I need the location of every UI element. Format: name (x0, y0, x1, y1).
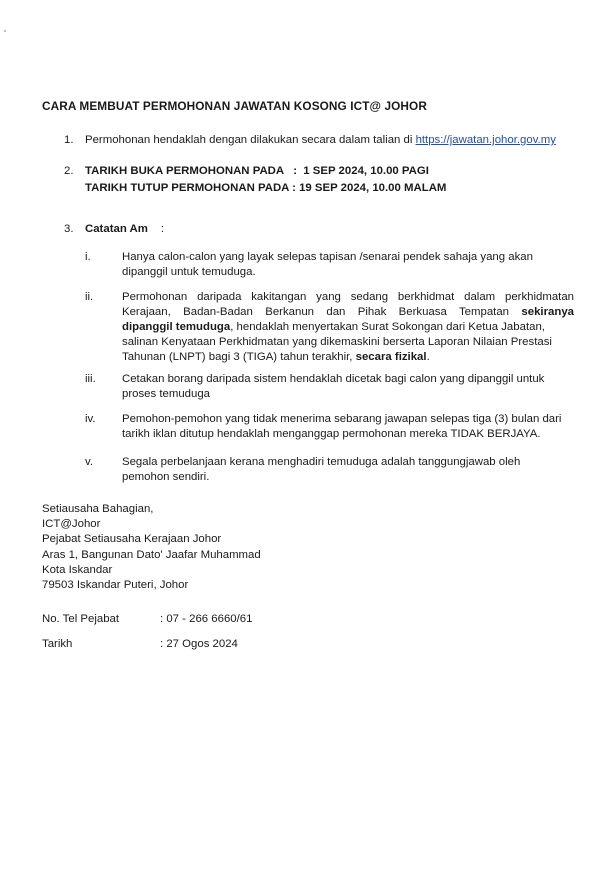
item-1-number: 1. (64, 134, 74, 146)
note-2-segment: , hendaklah menyertakan Surat Sokongan dari Ketua Jabatan, (230, 321, 545, 333)
scan-mark (4, 30, 6, 32)
note-2-segment: Tahunan (LNPT) bagi 3 (TIGA) tahun terakhir, (122, 351, 356, 363)
note-2-line: Permohonan daripada kakitangan yang sedang berkhidmat dalam perkhidmatan (122, 291, 574, 303)
note-3-line: proses temuduga (122, 388, 211, 400)
item-1-text (85, 133, 556, 148)
note-2-line: salinan Kenyataan Perkhidmatan yang dikemaskini berserta Laporan Nilaian Prestasi (122, 336, 552, 348)
application-link[interactable]: https://jawatan.johor.gov.my (415, 134, 556, 146)
note-1-line: Hanya calon-calon yang layak selepas tapisan /senarai pendek sahaja yang akan (122, 251, 533, 263)
note-5-line: pemohon sendiri. (122, 471, 210, 483)
note-5-numeral: v. (85, 456, 94, 468)
item-3-number: 3. (64, 223, 74, 235)
note-3-line: Cetakan borang daripada sistem hendaklah dicetak bagi calon yang dipanggil untuk (122, 373, 545, 385)
note-1-text (122, 250, 574, 280)
signature-line: Setiausaha Bahagian, (42, 503, 154, 515)
date-value: : 27 Ogos 2024 (160, 638, 238, 650)
item-2-number: 2. (64, 165, 74, 177)
note-2-emphasis: sekiranya (521, 306, 574, 318)
note-2-line (122, 320, 574, 335)
note-4-text (122, 412, 582, 442)
note-4-numeral: iv. (85, 413, 96, 425)
notes-heading-label: Catatan Am (85, 223, 148, 235)
note-2-numeral: ii. (85, 291, 94, 303)
signature-line: Aras 1, Bangunan Dato' Jaafar Muhammad (42, 548, 261, 561)
item-1-body: Permohonan hendaklah dengan dilakukan secara dalam talian di (85, 134, 416, 146)
note-1-line: dipanggil untuk temuduga. (122, 266, 256, 278)
signature-line: ICT@Johor (42, 518, 101, 531)
note-2-emphasis: secara fizikal (355, 351, 427, 363)
signature-line: 79503 Iskandar Puteri, Johor (42, 579, 189, 592)
date-label: Tarikh (42, 638, 73, 650)
note-4-line: Pemohon-pemohon yang tidak menerima sebarang jawapan selepas tiga (3) bulan dari (122, 413, 562, 425)
note-2-segment: Kerajaan, Badan-Badan Berkanun dan Pihak Berkuasa Tempatan (122, 306, 510, 318)
tel-label: No. Tel Pejabat (42, 613, 120, 625)
signature-line: Pejabat Setiausaha Kerajaan Johor (42, 533, 222, 546)
note-5-line: Segala perbelanjaan kerana menghadiri temuduga adalah tanggungjawab oleh (122, 456, 521, 468)
note-2-line (122, 305, 574, 320)
notes-heading (85, 222, 164, 237)
open-date-line: TARIKH BUKA PERMOHONAN PADA : 1 SEP 2024, 10.00 PAGI (85, 165, 429, 177)
note-2-line (122, 350, 574, 365)
signature-line: Kota Iskandar (42, 563, 113, 576)
signature-block (42, 502, 261, 593)
note-5-text (122, 455, 574, 485)
tel-value: : 07 - 266 6660/61 (160, 613, 253, 625)
note-3-numeral: iii. (85, 373, 96, 385)
note-2-text (122, 290, 574, 365)
note-3-text (122, 372, 574, 402)
note-2-emphasis: dipanggil temuduga (122, 321, 231, 333)
note-1-numeral: i. (85, 251, 91, 263)
note-2-segment: . (426, 351, 430, 363)
close-date-line: TARIKH TUTUP PERMOHONAN PADA : 19 SEP 2024, 10.00 MALAM (85, 182, 447, 194)
notes-heading-colon: : (160, 223, 165, 235)
note-4-line: tarikh iklan ditutup hendaklah menganggap permohonan mereka TIDAK BERJAYA. (122, 428, 541, 440)
document-title: CARA MEMBUAT PERMOHONAN JAWATAN KOSONG ICT@ JOHOR (42, 99, 427, 113)
